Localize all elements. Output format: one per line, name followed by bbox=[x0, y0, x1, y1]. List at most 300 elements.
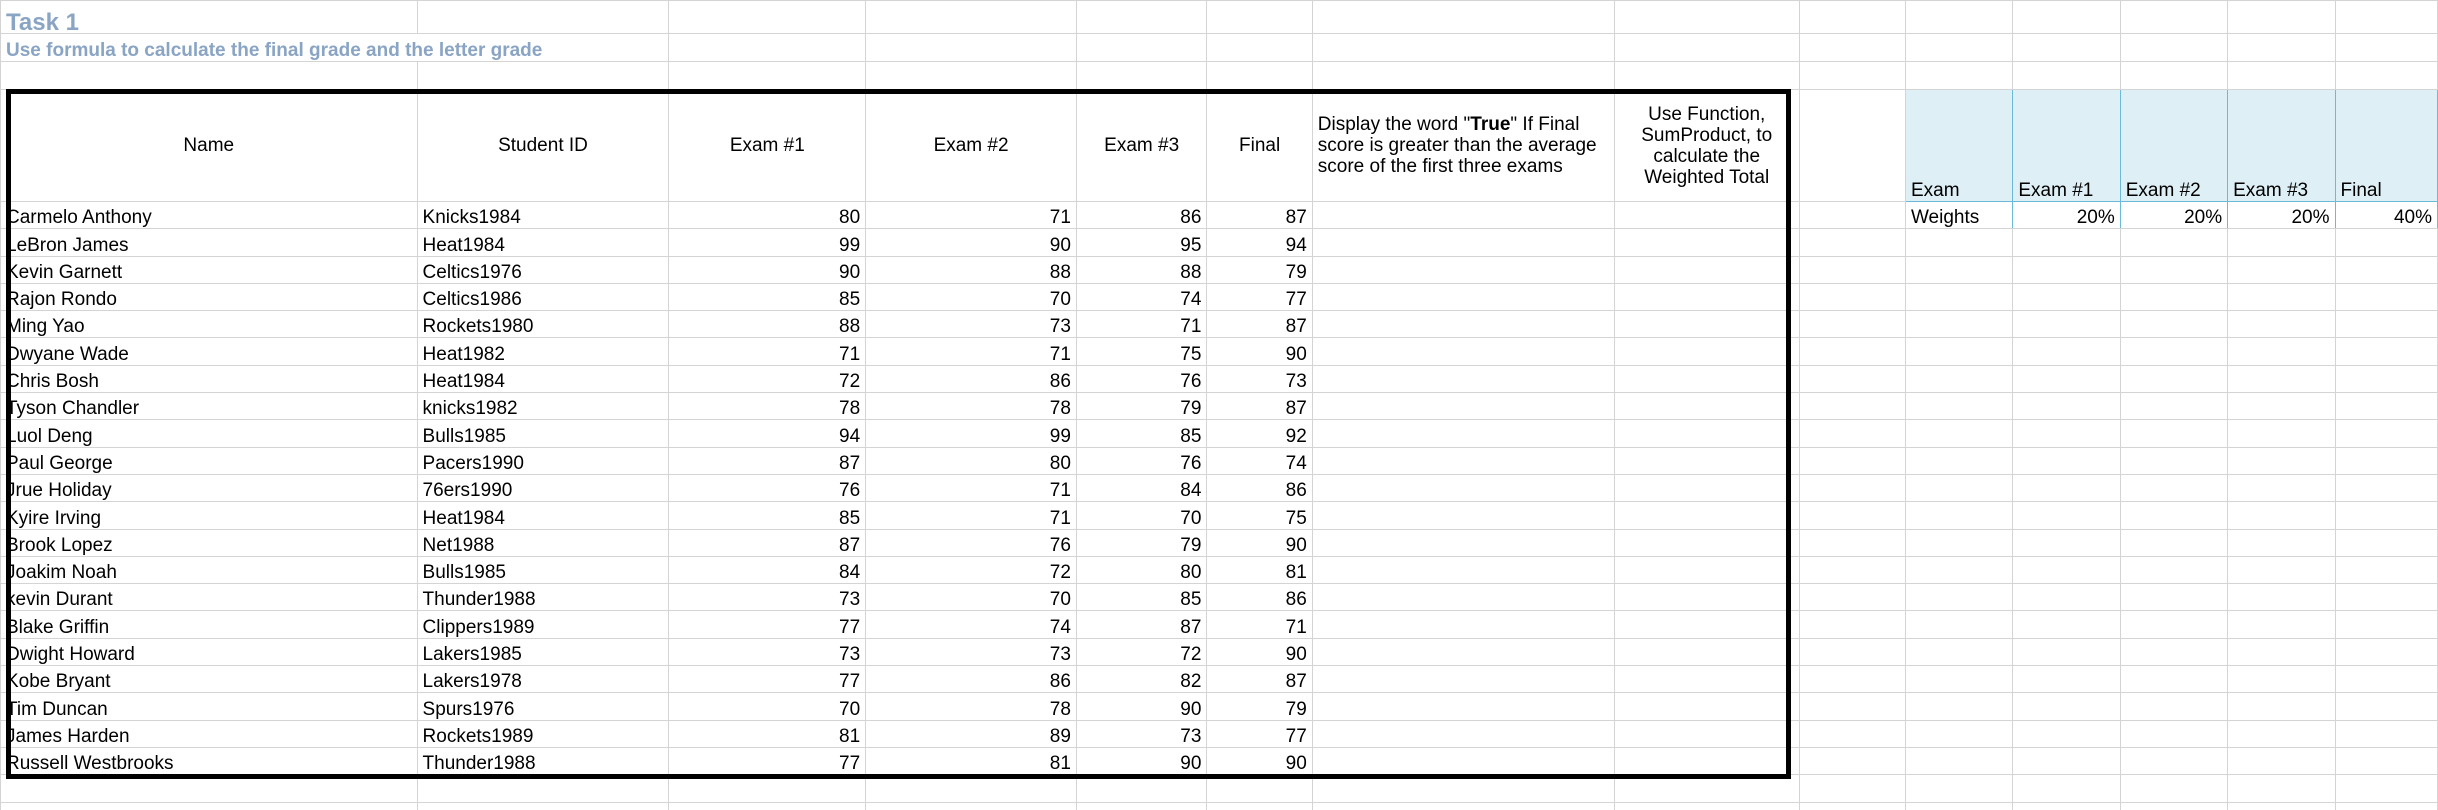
cell[interactable] bbox=[2120, 365, 2227, 392]
exam2-score[interactable]: 88 bbox=[866, 256, 1077, 283]
student-name[interactable]: Rajon Rondo bbox=[1, 283, 418, 310]
cell[interactable] bbox=[1799, 311, 1905, 338]
student-id[interactable]: Spurs1976 bbox=[417, 693, 669, 720]
cell[interactable] bbox=[1799, 1, 1905, 34]
cell[interactable] bbox=[2013, 584, 2120, 611]
student-name[interactable]: Tim Duncan bbox=[1, 693, 418, 720]
cell[interactable] bbox=[2120, 720, 2227, 747]
cell[interactable] bbox=[2228, 775, 2335, 803]
cell[interactable] bbox=[2120, 556, 2227, 583]
cell[interactable] bbox=[1905, 611, 2012, 638]
cell[interactable] bbox=[1905, 584, 2012, 611]
exam1-score[interactable]: 77 bbox=[669, 666, 866, 693]
student-id[interactable]: Heat1984 bbox=[417, 365, 669, 392]
exam3-score[interactable]: 88 bbox=[1076, 256, 1206, 283]
exam1-score[interactable]: 81 bbox=[669, 720, 866, 747]
cell[interactable] bbox=[2335, 365, 2437, 392]
cell[interactable] bbox=[2013, 62, 2120, 90]
task-subtitle[interactable]: Use formula to calculate the final grade and the letter grade bbox=[1, 34, 669, 62]
cell[interactable] bbox=[2120, 62, 2227, 90]
student-name[interactable]: Joakim Noah bbox=[1, 556, 418, 583]
cell[interactable] bbox=[2228, 393, 2335, 420]
cell[interactable] bbox=[1312, 1, 1614, 34]
cell[interactable] bbox=[866, 62, 1077, 90]
cell[interactable] bbox=[2013, 693, 2120, 720]
exam3-score[interactable]: 84 bbox=[1076, 474, 1206, 501]
cell[interactable] bbox=[2013, 474, 2120, 501]
cell[interactable] bbox=[2120, 502, 2227, 529]
display-true-cell[interactable] bbox=[1312, 693, 1614, 720]
cell[interactable] bbox=[2013, 34, 2120, 62]
cell[interactable] bbox=[1, 775, 418, 803]
cell[interactable] bbox=[2335, 338, 2437, 365]
weighted-total-cell[interactable] bbox=[1614, 666, 1799, 693]
display-true-cell[interactable] bbox=[1312, 747, 1614, 774]
cell[interactable] bbox=[2120, 393, 2227, 420]
cell[interactable] bbox=[1799, 803, 1905, 810]
weights-header-exam1[interactable]: Exam #1 bbox=[2013, 90, 2120, 202]
cell[interactable] bbox=[1905, 62, 2012, 90]
cell[interactable] bbox=[1905, 229, 2012, 256]
final-score[interactable]: 87 bbox=[1207, 393, 1312, 420]
cell[interactable] bbox=[2013, 229, 2120, 256]
cell[interactable] bbox=[1799, 474, 1905, 501]
final-score[interactable]: 75 bbox=[1207, 502, 1312, 529]
exam1-score[interactable]: 85 bbox=[669, 502, 866, 529]
weighted-total-cell[interactable] bbox=[1614, 611, 1799, 638]
exam3-score[interactable]: 86 bbox=[1076, 202, 1206, 229]
exam3-score[interactable]: 73 bbox=[1076, 720, 1206, 747]
display-true-cell[interactable] bbox=[1312, 611, 1614, 638]
exam1-score[interactable]: 87 bbox=[669, 529, 866, 556]
weighted-total-cell[interactable] bbox=[1614, 693, 1799, 720]
cell[interactable] bbox=[2335, 420, 2437, 447]
student-name[interactable]: kevin Durant bbox=[1, 584, 418, 611]
cell[interactable] bbox=[2335, 256, 2437, 283]
exam2-score[interactable]: 73 bbox=[866, 311, 1077, 338]
exam1-score[interactable]: 99 bbox=[669, 229, 866, 256]
exam1-score[interactable]: 85 bbox=[669, 283, 866, 310]
cell[interactable] bbox=[2335, 474, 2437, 501]
exam2-score[interactable]: 74 bbox=[866, 611, 1077, 638]
cell[interactable] bbox=[2228, 365, 2335, 392]
student-name[interactable]: LeBron James bbox=[1, 229, 418, 256]
cell[interactable] bbox=[417, 62, 669, 90]
exam3-score[interactable]: 70 bbox=[1076, 502, 1206, 529]
exam3-score[interactable]: 80 bbox=[1076, 556, 1206, 583]
final-score[interactable]: 73 bbox=[1207, 365, 1312, 392]
final-score[interactable]: 86 bbox=[1207, 474, 1312, 501]
cell[interactable] bbox=[1799, 202, 1905, 229]
exam1-score[interactable]: 71 bbox=[669, 338, 866, 365]
cell[interactable] bbox=[1905, 393, 2012, 420]
display-true-cell[interactable] bbox=[1312, 256, 1614, 283]
final-score[interactable]: 87 bbox=[1207, 666, 1312, 693]
cell[interactable] bbox=[2335, 229, 2437, 256]
cell[interactable] bbox=[2013, 1, 2120, 34]
student-name[interactable]: Dwight Howard bbox=[1, 638, 418, 665]
weights-label[interactable]: Weights bbox=[1905, 202, 2012, 229]
weighted-total-cell[interactable] bbox=[1614, 283, 1799, 310]
cell[interactable] bbox=[669, 1, 866, 34]
cell[interactable] bbox=[2013, 611, 2120, 638]
cell[interactable] bbox=[2120, 775, 2227, 803]
cell[interactable] bbox=[669, 34, 866, 62]
cell[interactable] bbox=[1905, 283, 2012, 310]
cell[interactable] bbox=[2013, 720, 2120, 747]
exam3-score[interactable]: 79 bbox=[1076, 529, 1206, 556]
cell[interactable] bbox=[2228, 529, 2335, 556]
cell[interactable] bbox=[2335, 693, 2437, 720]
cell[interactable] bbox=[2228, 338, 2335, 365]
display-true-cell[interactable] bbox=[1312, 529, 1614, 556]
task-title[interactable]: Task 1 bbox=[1, 1, 418, 34]
cell[interactable] bbox=[1799, 556, 1905, 583]
final-score[interactable]: 90 bbox=[1207, 747, 1312, 774]
exam1-score[interactable]: 88 bbox=[669, 311, 866, 338]
display-true-cell[interactable] bbox=[1312, 202, 1614, 229]
exam2-score[interactable]: 72 bbox=[866, 556, 1077, 583]
exam2-score[interactable]: 86 bbox=[866, 666, 1077, 693]
student-name[interactable]: Kevin Garnett bbox=[1, 256, 418, 283]
exam3-score[interactable]: 75 bbox=[1076, 338, 1206, 365]
cell[interactable] bbox=[2120, 420, 2227, 447]
cell[interactable] bbox=[2013, 775, 2120, 803]
cell[interactable] bbox=[2013, 803, 2120, 810]
cell[interactable] bbox=[1905, 720, 2012, 747]
weighted-total-cell[interactable] bbox=[1614, 229, 1799, 256]
weighted-total-cell[interactable] bbox=[1614, 556, 1799, 583]
display-true-cell[interactable] bbox=[1312, 338, 1614, 365]
cell[interactable] bbox=[417, 775, 669, 803]
cell[interactable] bbox=[2013, 311, 2120, 338]
student-name[interactable]: Tyson Chandler bbox=[1, 393, 418, 420]
cell[interactable] bbox=[1799, 283, 1905, 310]
final-score[interactable]: 92 bbox=[1207, 420, 1312, 447]
cell[interactable] bbox=[2120, 638, 2227, 665]
cell[interactable] bbox=[1799, 693, 1905, 720]
cell[interactable] bbox=[2335, 747, 2437, 774]
cell[interactable] bbox=[1799, 365, 1905, 392]
weighted-total-cell[interactable] bbox=[1614, 202, 1799, 229]
student-id[interactable]: Bulls1985 bbox=[417, 420, 669, 447]
student-id[interactable]: Thunder1988 bbox=[417, 747, 669, 774]
cell[interactable] bbox=[866, 34, 1077, 62]
display-true-cell[interactable] bbox=[1312, 420, 1614, 447]
exam1-score[interactable]: 90 bbox=[669, 256, 866, 283]
cell[interactable] bbox=[2228, 666, 2335, 693]
cell[interactable] bbox=[1, 803, 418, 810]
cell[interactable] bbox=[2120, 584, 2227, 611]
exam1-score[interactable]: 73 bbox=[669, 584, 866, 611]
cell[interactable] bbox=[866, 803, 1077, 810]
student-id[interactable]: Lakers1978 bbox=[417, 666, 669, 693]
cell[interactable] bbox=[2335, 1, 2437, 34]
exam2-score[interactable]: 78 bbox=[866, 693, 1077, 720]
student-name[interactable]: Paul George bbox=[1, 447, 418, 474]
header-final[interactable]: Final bbox=[1207, 90, 1312, 202]
weight-exam2[interactable]: 20% bbox=[2120, 202, 2227, 229]
weights-header-exam2[interactable]: Exam #2 bbox=[2120, 90, 2227, 202]
exam3-score[interactable]: 79 bbox=[1076, 393, 1206, 420]
cell[interactable] bbox=[2120, 34, 2227, 62]
exam3-score[interactable]: 76 bbox=[1076, 365, 1206, 392]
cell[interactable] bbox=[2013, 393, 2120, 420]
display-true-cell[interactable] bbox=[1312, 666, 1614, 693]
exam3-score[interactable]: 85 bbox=[1076, 584, 1206, 611]
exam2-score[interactable]: 71 bbox=[866, 202, 1077, 229]
final-score[interactable]: 77 bbox=[1207, 720, 1312, 747]
cell[interactable] bbox=[1312, 803, 1614, 810]
cell[interactable] bbox=[2335, 502, 2437, 529]
student-id[interactable]: 76ers1990 bbox=[417, 474, 669, 501]
cell[interactable] bbox=[1799, 34, 1905, 62]
weighted-total-cell[interactable] bbox=[1614, 393, 1799, 420]
weighted-total-cell[interactable] bbox=[1614, 720, 1799, 747]
cell[interactable] bbox=[1614, 803, 1799, 810]
final-score[interactable]: 87 bbox=[1207, 202, 1312, 229]
cell[interactable] bbox=[1207, 62, 1312, 90]
cell[interactable] bbox=[2335, 556, 2437, 583]
final-score[interactable]: 77 bbox=[1207, 283, 1312, 310]
exam2-score[interactable]: 90 bbox=[866, 229, 1077, 256]
student-id[interactable]: Lakers1985 bbox=[417, 638, 669, 665]
cell[interactable] bbox=[1, 62, 418, 90]
cell[interactable] bbox=[2120, 666, 2227, 693]
student-id[interactable]: Rockets1980 bbox=[417, 311, 669, 338]
cell[interactable] bbox=[1614, 34, 1799, 62]
cell[interactable] bbox=[1905, 311, 2012, 338]
exam2-score[interactable]: 70 bbox=[866, 584, 1077, 611]
weighted-total-cell[interactable] bbox=[1614, 747, 1799, 774]
cell[interactable] bbox=[2120, 474, 2227, 501]
cell[interactable] bbox=[1799, 775, 1905, 803]
exam2-score[interactable]: 76 bbox=[866, 529, 1077, 556]
cell[interactable] bbox=[2120, 803, 2227, 810]
cell[interactable] bbox=[2120, 447, 2227, 474]
cell[interactable] bbox=[2228, 747, 2335, 774]
cell[interactable] bbox=[1076, 803, 1206, 810]
weighted-total-cell[interactable] bbox=[1614, 584, 1799, 611]
cell[interactable] bbox=[1076, 1, 1206, 34]
exam1-score[interactable]: 84 bbox=[669, 556, 866, 583]
display-true-cell[interactable] bbox=[1312, 365, 1614, 392]
cell[interactable] bbox=[2013, 420, 2120, 447]
final-score[interactable]: 90 bbox=[1207, 338, 1312, 365]
cell[interactable] bbox=[2228, 447, 2335, 474]
display-true-cell[interactable] bbox=[1312, 720, 1614, 747]
cell[interactable] bbox=[2335, 393, 2437, 420]
display-true-cell[interactable] bbox=[1312, 638, 1614, 665]
exam2-score[interactable]: 89 bbox=[866, 720, 1077, 747]
header-exam2[interactable]: Exam #2 bbox=[866, 90, 1077, 202]
student-id[interactable]: Rockets1989 bbox=[417, 720, 669, 747]
cell[interactable] bbox=[1207, 1, 1312, 34]
cell[interactable] bbox=[1905, 34, 2012, 62]
cell[interactable] bbox=[2120, 1, 2227, 34]
cell[interactable] bbox=[2120, 529, 2227, 556]
cell[interactable] bbox=[2013, 747, 2120, 774]
cell[interactable] bbox=[1905, 1, 2012, 34]
student-name[interactable]: Blake Griffin bbox=[1, 611, 418, 638]
cell[interactable] bbox=[2228, 1, 2335, 34]
cell[interactable] bbox=[1905, 447, 2012, 474]
weighted-total-cell[interactable] bbox=[1614, 529, 1799, 556]
cell[interactable] bbox=[1799, 447, 1905, 474]
cell[interactable] bbox=[1905, 256, 2012, 283]
cell[interactable] bbox=[1905, 420, 2012, 447]
weighted-total-cell[interactable] bbox=[1614, 502, 1799, 529]
cell[interactable] bbox=[1799, 338, 1905, 365]
final-score[interactable]: 94 bbox=[1207, 229, 1312, 256]
header-sumproduct[interactable]: Use Function, SumProduct, to calculate the Weighted Total bbox=[1614, 90, 1799, 202]
weighted-total-cell[interactable] bbox=[1614, 420, 1799, 447]
display-true-cell[interactable] bbox=[1312, 311, 1614, 338]
cell[interactable] bbox=[1614, 775, 1799, 803]
cell[interactable] bbox=[2013, 556, 2120, 583]
weights-header-final[interactable]: Final bbox=[2335, 90, 2437, 202]
cell[interactable] bbox=[2013, 338, 2120, 365]
cell[interactable] bbox=[1076, 34, 1206, 62]
exam1-score[interactable]: 87 bbox=[669, 447, 866, 474]
student-name[interactable]: Russell Westbrooks bbox=[1, 747, 418, 774]
student-name[interactable]: Kobe Bryant bbox=[1, 666, 418, 693]
cell[interactable] bbox=[1905, 365, 2012, 392]
cell[interactable] bbox=[2335, 775, 2437, 803]
cell[interactable] bbox=[2228, 502, 2335, 529]
exam3-score[interactable]: 72 bbox=[1076, 638, 1206, 665]
exam3-score[interactable]: 76 bbox=[1076, 447, 1206, 474]
cell[interactable] bbox=[2228, 803, 2335, 810]
header-exam3[interactable]: Exam #3 bbox=[1076, 90, 1206, 202]
cell[interactable] bbox=[2120, 693, 2227, 720]
cell[interactable] bbox=[1905, 693, 2012, 720]
cell[interactable] bbox=[2120, 283, 2227, 310]
cell[interactable] bbox=[1905, 775, 2012, 803]
exam2-score[interactable]: 86 bbox=[866, 365, 1077, 392]
exam2-score[interactable]: 78 bbox=[866, 393, 1077, 420]
cell[interactable] bbox=[1312, 34, 1614, 62]
student-id[interactable]: Heat1984 bbox=[417, 502, 669, 529]
cell[interactable] bbox=[1076, 775, 1206, 803]
cell[interactable] bbox=[1905, 556, 2012, 583]
cell[interactable] bbox=[2013, 256, 2120, 283]
cell[interactable] bbox=[1207, 803, 1312, 810]
display-true-cell[interactable] bbox=[1312, 556, 1614, 583]
cell[interactable] bbox=[866, 775, 1077, 803]
cell[interactable] bbox=[669, 62, 866, 90]
cell[interactable] bbox=[1207, 34, 1312, 62]
weighted-total-cell[interactable] bbox=[1614, 447, 1799, 474]
exam1-score[interactable]: 80 bbox=[669, 202, 866, 229]
exam2-score[interactable]: 71 bbox=[866, 474, 1077, 501]
cell[interactable] bbox=[1905, 529, 2012, 556]
header-name[interactable]: Name bbox=[1, 90, 418, 202]
cell[interactable] bbox=[2228, 34, 2335, 62]
header-exam1[interactable]: Exam #1 bbox=[669, 90, 866, 202]
display-true-cell[interactable] bbox=[1312, 502, 1614, 529]
cell[interactable] bbox=[2335, 311, 2437, 338]
cell[interactable] bbox=[2335, 283, 2437, 310]
weighted-total-cell[interactable] bbox=[1614, 311, 1799, 338]
exam3-score[interactable]: 90 bbox=[1076, 693, 1206, 720]
weights-header-exam3[interactable]: Exam #3 bbox=[2228, 90, 2335, 202]
cell[interactable] bbox=[2120, 747, 2227, 774]
weight-exam1[interactable]: 20% bbox=[2013, 202, 2120, 229]
student-name[interactable]: Brook Lopez bbox=[1, 529, 418, 556]
cell[interactable] bbox=[2013, 529, 2120, 556]
cell[interactable] bbox=[2120, 611, 2227, 638]
cell[interactable] bbox=[2228, 62, 2335, 90]
cell[interactable] bbox=[2228, 474, 2335, 501]
final-score[interactable]: 86 bbox=[1207, 584, 1312, 611]
exam1-score[interactable]: 94 bbox=[669, 420, 866, 447]
cell[interactable] bbox=[1905, 747, 2012, 774]
weighted-total-cell[interactable] bbox=[1614, 474, 1799, 501]
exam2-score[interactable]: 71 bbox=[866, 338, 1077, 365]
cell[interactable] bbox=[1799, 529, 1905, 556]
final-score[interactable]: 74 bbox=[1207, 447, 1312, 474]
exam2-score[interactable]: 71 bbox=[866, 502, 1077, 529]
cell[interactable] bbox=[1799, 62, 1905, 90]
display-true-cell[interactable] bbox=[1312, 393, 1614, 420]
student-name[interactable]: Dwyane Wade bbox=[1, 338, 418, 365]
final-score[interactable]: 71 bbox=[1207, 611, 1312, 638]
weighted-total-cell[interactable] bbox=[1614, 365, 1799, 392]
cell[interactable] bbox=[417, 1, 669, 34]
weight-exam3[interactable]: 20% bbox=[2228, 202, 2335, 229]
cell[interactable] bbox=[2335, 611, 2437, 638]
cell[interactable] bbox=[1076, 62, 1206, 90]
exam1-score[interactable]: 72 bbox=[669, 365, 866, 392]
cell[interactable] bbox=[1799, 420, 1905, 447]
exam1-score[interactable]: 76 bbox=[669, 474, 866, 501]
cell[interactable] bbox=[1905, 666, 2012, 693]
final-score[interactable]: 79 bbox=[1207, 256, 1312, 283]
student-id[interactable]: Net1988 bbox=[417, 529, 669, 556]
exam1-score[interactable]: 73 bbox=[669, 638, 866, 665]
weighted-total-cell[interactable] bbox=[1614, 638, 1799, 665]
cell[interactable] bbox=[1905, 474, 2012, 501]
cell[interactable] bbox=[1799, 611, 1905, 638]
exam3-score[interactable]: 85 bbox=[1076, 420, 1206, 447]
display-true-cell[interactable] bbox=[1312, 283, 1614, 310]
cell[interactable] bbox=[2013, 666, 2120, 693]
student-id[interactable]: Celtics1986 bbox=[417, 283, 669, 310]
cell[interactable] bbox=[1799, 502, 1905, 529]
cell[interactable] bbox=[2228, 556, 2335, 583]
cell[interactable] bbox=[1799, 747, 1905, 774]
cell[interactable] bbox=[2228, 256, 2335, 283]
student-name[interactable]: Carmelo Anthony bbox=[1, 202, 418, 229]
exam1-score[interactable]: 77 bbox=[669, 747, 866, 774]
cell[interactable] bbox=[2335, 34, 2437, 62]
cell[interactable] bbox=[1312, 62, 1614, 90]
cell[interactable] bbox=[1312, 775, 1614, 803]
student-id[interactable]: Clippers1989 bbox=[417, 611, 669, 638]
cell[interactable] bbox=[2335, 803, 2437, 810]
final-score[interactable]: 79 bbox=[1207, 693, 1312, 720]
student-name[interactable]: James Harden bbox=[1, 720, 418, 747]
exam2-score[interactable]: 99 bbox=[866, 420, 1077, 447]
exam2-score[interactable]: 81 bbox=[866, 747, 1077, 774]
cell[interactable] bbox=[1799, 393, 1905, 420]
student-id[interactable]: Bulls1985 bbox=[417, 556, 669, 583]
cell[interactable] bbox=[1614, 1, 1799, 34]
student-id[interactable]: Thunder1988 bbox=[417, 584, 669, 611]
cell[interactable] bbox=[2335, 529, 2437, 556]
display-true-cell[interactable] bbox=[1312, 229, 1614, 256]
